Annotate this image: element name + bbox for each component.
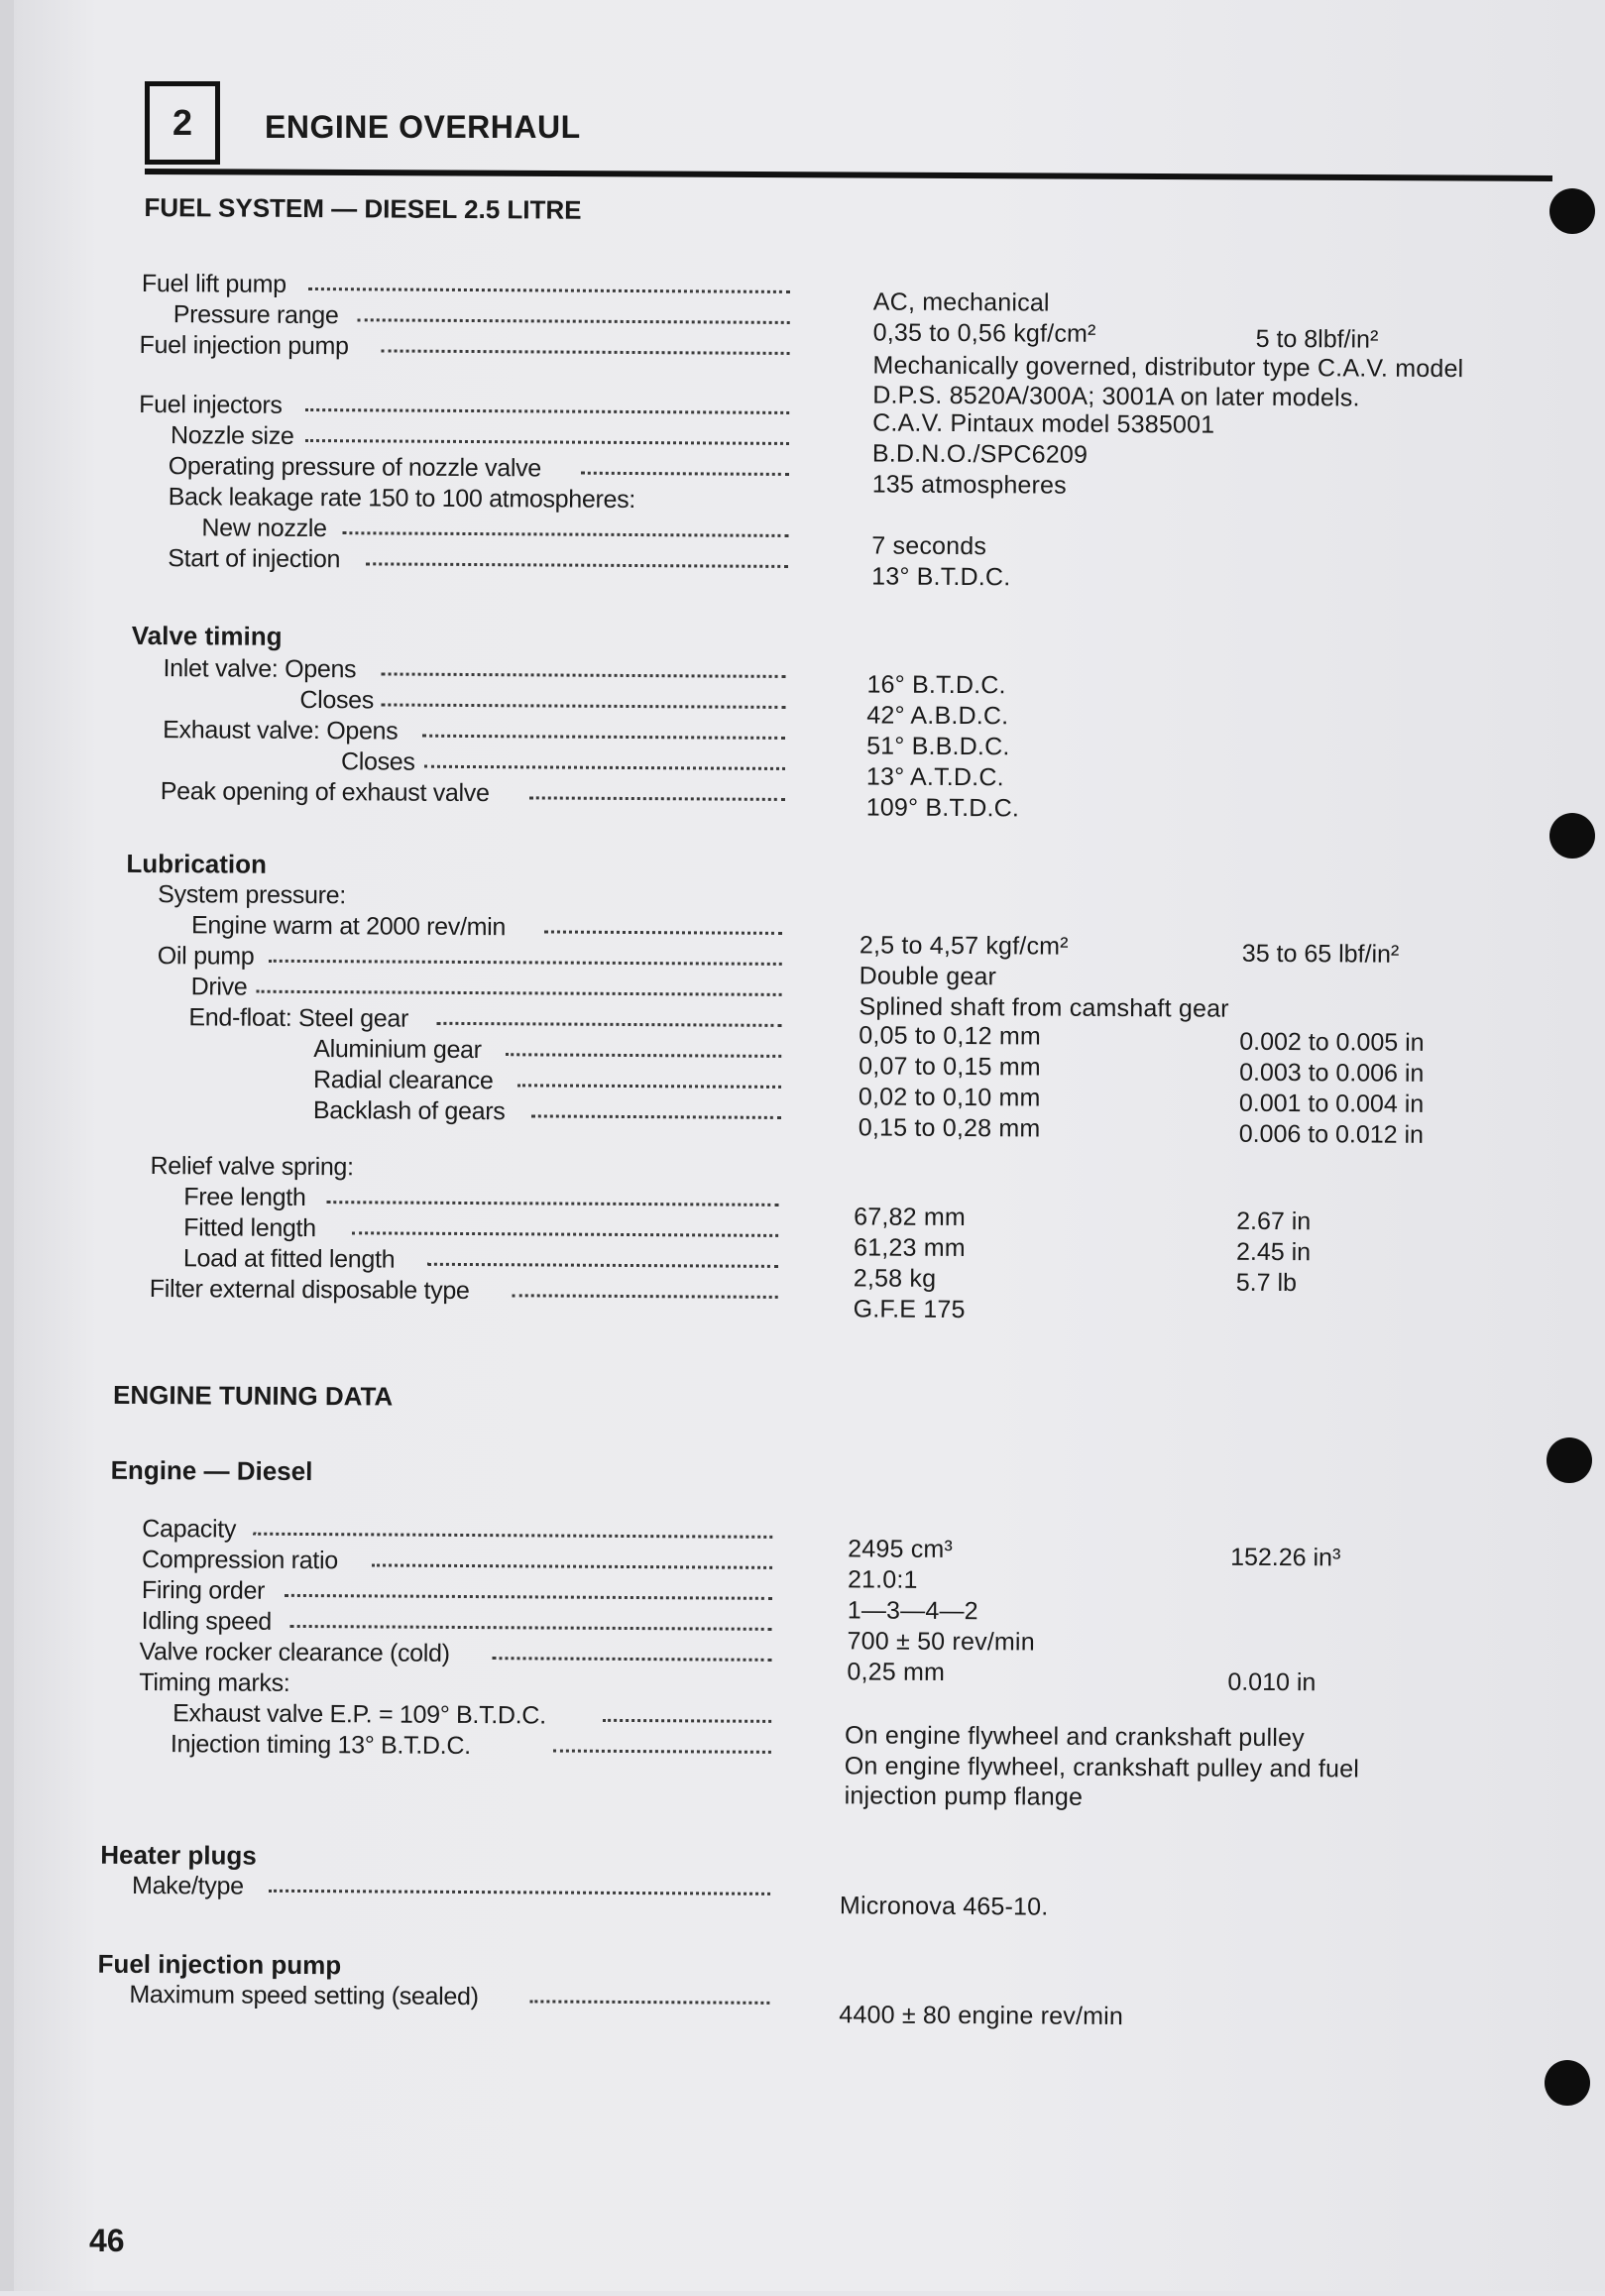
spec-label: Maximum speed setting (sealed) xyxy=(129,1980,479,2011)
spec-value-imperial: 5.7 lb xyxy=(1235,1268,1298,1298)
spec-value: 0,02 to 0,10 mm xyxy=(858,1083,1041,1112)
leader-dots xyxy=(352,1231,778,1237)
spec-value: 13° A.T.D.C. xyxy=(865,762,1004,792)
spec-value-continued: D.P.S. 8520A/300A; 3001A on later models. xyxy=(872,381,1360,412)
spec-label: Capacity xyxy=(142,1514,237,1544)
spec-label: Make/type xyxy=(132,1871,244,1900)
section-heading-engine-tuning: ENGINE TUNING DATA xyxy=(113,1379,394,1412)
section-heading-heater-plugs: Heater plugs xyxy=(100,1839,257,1871)
leader-dots xyxy=(424,765,785,770)
spec-value: B.D.N.O./SPC6209 xyxy=(871,439,1089,469)
leader-dots xyxy=(492,1657,771,1662)
spec-value: 2,5 to 4,57 kgf/cm² xyxy=(859,931,1069,961)
spec-label: Firing order xyxy=(141,1575,266,1605)
page-number: 46 xyxy=(89,2223,125,2258)
leader-dots xyxy=(269,960,782,966)
spec-label: Fuel lift pump xyxy=(141,269,287,298)
spec-value: 4400 ± 80 engine rev/min xyxy=(839,2001,1124,2031)
spec-value: 0,07 to 0,15 mm xyxy=(859,1052,1041,1082)
spec-value: 61,23 mm xyxy=(853,1233,966,1263)
spec-label: Fuel injectors xyxy=(139,390,283,419)
leader-dots xyxy=(366,562,788,568)
spec-value-imperial: 2.67 in xyxy=(1236,1206,1312,1236)
spec-label: Engine warm at 2000 rev/min xyxy=(190,911,507,942)
spec-value: 2,58 kg xyxy=(853,1264,937,1293)
leader-dots xyxy=(269,1890,770,1895)
spec-label: Valve rocker clearance (cold) xyxy=(139,1637,450,1667)
spec-value: 1—3—4—2 xyxy=(847,1596,978,1626)
spec-value: 67,82 mm xyxy=(854,1203,967,1232)
spec-value: Mechanically governed, distributor type C.A.V. model xyxy=(872,351,1464,384)
spec-label: Relief valve spring: xyxy=(150,1152,354,1182)
subheading-engine-diesel: Engine — Diesel xyxy=(110,1454,313,1487)
spec-label: New nozzle xyxy=(201,514,327,543)
spec-value: 2495 cm³ xyxy=(848,1535,954,1563)
leader-dots xyxy=(581,472,789,476)
spec-value: On engine flywheel and crankshaft pulley xyxy=(844,1721,1305,1753)
spec-label: Operating pressure of nozzle valve xyxy=(168,452,542,483)
spec-value: Double gear xyxy=(859,962,997,991)
spec-value: G.F.E 175 xyxy=(853,1295,966,1324)
spec-label: End-float: Steel gear xyxy=(188,1003,409,1033)
spec-value-imperial: 2.45 in xyxy=(1235,1237,1312,1267)
spec-label: Filter external disposable type xyxy=(149,1275,470,1306)
leader-dots xyxy=(382,349,790,355)
spec-value-imperial: 35 to 65 lbf/in² xyxy=(1241,939,1400,969)
spec-value: 0,25 mm xyxy=(847,1658,946,1686)
spec-value: C.A.V. Pintaux model 5385001 xyxy=(872,408,1215,439)
spec-value: 0,05 to 0,12 mm xyxy=(859,1021,1042,1051)
leader-dots xyxy=(603,1719,771,1723)
spec-value: 0,15 to 0,28 mm xyxy=(858,1113,1041,1143)
leader-dots xyxy=(342,531,788,537)
spec-label: Nozzle size xyxy=(170,421,294,450)
spec-value-imperial: 0.001 to 0.004 in xyxy=(1238,1089,1425,1118)
spec-label: Back leakage rate 150 to 100 atmospheres: xyxy=(168,483,636,515)
section-heading-fuel-system: FUEL SYSTEM — DIESEL 2.5 LITRE xyxy=(144,191,582,225)
spec-value: 16° B.T.D.C. xyxy=(866,670,1006,700)
spec-value: 0,35 to 0,56 kgf/cm² xyxy=(872,318,1096,348)
spec-value: On engine flywheel, crankshaft pulley and fuel xyxy=(844,1752,1360,1783)
chapter-title: ENGINE OVERHAUL xyxy=(265,109,581,145)
leader-dots xyxy=(305,439,789,445)
spec-label: Closes xyxy=(340,747,415,776)
spec-value: 7 seconds xyxy=(871,531,987,561)
spec-label: Backlash of gears xyxy=(312,1096,506,1126)
spec-label: Radial clearance xyxy=(312,1066,494,1095)
section-heading-valve-timing: Valve timing xyxy=(131,620,283,651)
leader-dots xyxy=(285,1594,772,1600)
leader-dots xyxy=(326,1201,778,1206)
spec-value: 700 ± 50 rev/min xyxy=(847,1627,1035,1657)
spec-value-imperial: 0.006 to 0.012 in xyxy=(1238,1119,1425,1149)
leader-dots xyxy=(253,1533,772,1539)
spec-value: 13° B.T.D.C. xyxy=(871,562,1011,592)
spec-value-imperial: 5 to 8lbf/in² xyxy=(1255,324,1379,354)
spec-value: Micronova 465-10. xyxy=(839,1892,1049,1921)
leader-dots xyxy=(382,672,786,677)
chapter-number: 2 xyxy=(172,102,193,143)
spec-label: Drive xyxy=(190,973,248,1001)
leader-dots xyxy=(553,1750,771,1754)
leader-dots xyxy=(427,1263,778,1268)
spec-value: 135 atmospheres xyxy=(871,470,1068,500)
spec-value: 51° B.B.D.C. xyxy=(866,732,1010,761)
spec-value: AC, mechanical xyxy=(872,287,1050,317)
leader-dots xyxy=(290,1625,772,1631)
leader-dots xyxy=(436,1022,781,1027)
leader-dots xyxy=(358,318,790,324)
spec-label: Fuel injection pump xyxy=(139,330,349,361)
spec-label: Timing marks: xyxy=(139,1667,290,1697)
spec-label: Start of injection xyxy=(168,544,341,574)
spec-value-imperial: 0.003 to 0.006 in xyxy=(1239,1058,1425,1088)
leader-dots xyxy=(513,1294,778,1299)
spec-label: Compression ratio xyxy=(142,1545,338,1575)
leader-dots xyxy=(531,1114,781,1119)
spec-value: Splined shaft from camshaft gear xyxy=(859,992,1229,1023)
spec-value-imperial: 0.002 to 0.005 in xyxy=(1239,1027,1425,1057)
spec-row xyxy=(0,1871,1600,1921)
spec-label: System pressure: xyxy=(158,880,346,910)
spec-label: Exhaust valve E.P. = 109° B.T.D.C. xyxy=(172,1699,546,1730)
section-heading-fuel-injection-pump: Fuel injection pump xyxy=(97,1948,342,1981)
leader-dots xyxy=(544,930,782,934)
leader-dots xyxy=(381,703,785,708)
spec-label: Exhaust valve: Opens xyxy=(163,716,399,746)
spec-label: Idling speed xyxy=(141,1606,273,1636)
spec-value-imperial: 152.26 in³ xyxy=(1230,1543,1341,1572)
leader-dots xyxy=(257,990,782,996)
spec-label: Closes xyxy=(299,685,375,715)
leader-dots xyxy=(529,2000,769,2004)
spec-value: 42° A.B.D.C. xyxy=(866,701,1009,731)
leader-dots xyxy=(517,1084,781,1089)
spec-value: 21.0:1 xyxy=(847,1565,918,1594)
leader-dots xyxy=(422,735,785,740)
spec-value-imperial: 0.010 in xyxy=(1227,1667,1317,1697)
leader-dots xyxy=(372,1563,772,1568)
spec-value: 109° B.T.D.C. xyxy=(865,793,1020,823)
leader-dots xyxy=(529,796,785,801)
spec-label: Oil pump xyxy=(157,942,255,971)
spec-label: Peak opening of exhaust valve xyxy=(160,777,490,808)
spec-label: Inlet valve: Opens xyxy=(163,654,357,684)
leader-dots xyxy=(305,408,789,414)
spec-value-continued: injection pump flange xyxy=(844,1781,1084,1811)
spec-label: Load at fitted length xyxy=(182,1244,396,1274)
spec-label: Fitted length xyxy=(183,1213,316,1243)
leader-dots xyxy=(308,287,790,293)
spec-label: Pressure range xyxy=(172,300,339,330)
leader-dots xyxy=(506,1053,781,1058)
spec-label: Free length xyxy=(183,1183,306,1211)
section-heading-lubrication: Lubrication xyxy=(126,848,268,879)
spec-row xyxy=(0,1980,1599,2031)
spec-label: Injection timing 13° B.T.D.C. xyxy=(170,1730,471,1761)
spec-label: Aluminium gear xyxy=(313,1035,482,1065)
